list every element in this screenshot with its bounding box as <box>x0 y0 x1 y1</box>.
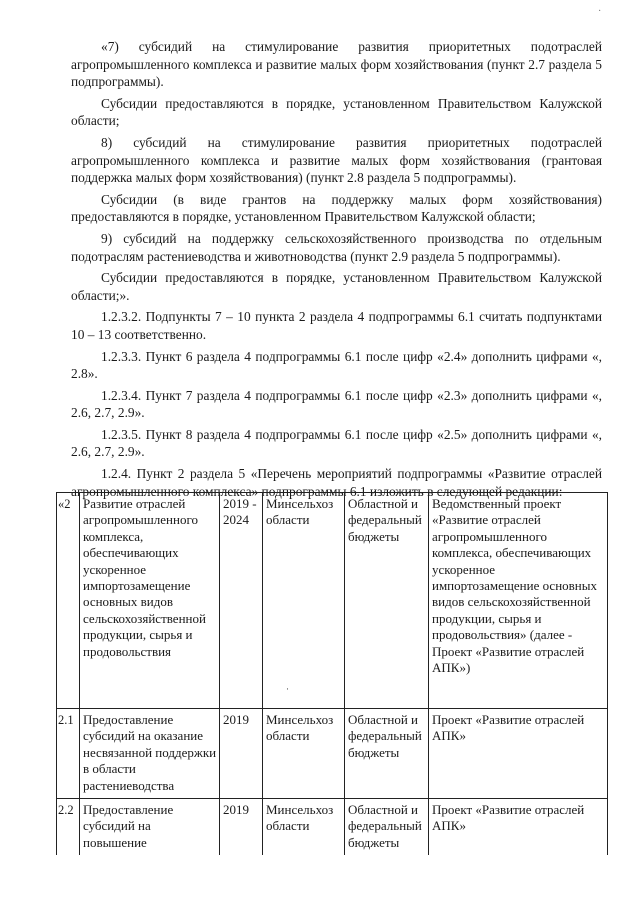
period: 2019 <box>220 709 263 799</box>
executor: Минсельхоз области <box>263 709 345 799</box>
row-number: 2.2 <box>57 799 80 856</box>
measure-name: Предоставление субсидий на оказание несвязанной поддержки в области растениеводства <box>80 709 220 799</box>
paragraph: Субсидии (в виде грантов на поддержку малых форм хозяйствования) предоставляются в порядке, установленном Правительством Калужской области; <box>71 191 602 225</box>
paragraph: 9) субсидий на поддержку сельскохозяйственного производства по отдельным подотраслям растениеводства и животноводства (пункт 2.9 раздела 5 подпрограммы). <box>71 230 602 264</box>
executor: Минсельхоз области <box>263 799 345 856</box>
document-body <box>71 38 602 504</box>
row-number: «2 <box>57 493 80 709</box>
table-row <box>57 709 608 799</box>
scan-mark: · <box>598 6 602 17</box>
row-number: 2.1 <box>57 709 80 799</box>
funding-source: Областной и федеральный бюджеты <box>345 493 429 709</box>
measure-name: Предоставление субсидий на повышение <box>80 799 220 856</box>
paragraph: «7) субсидий на стимулирование развития приоритетных подотраслей агропромышленного комплекса и развитие малых форм хозяйствования (пункт 2.7 раздела 5 подпрограммы). <box>71 39 602 90</box>
note: Проект «Развитие отраслей АПК» <box>429 709 608 799</box>
period: 2019 <box>220 799 263 856</box>
paragraph: Субсидии предоставляются в порядке, установленном Правительством Калужской области;». <box>71 270 602 303</box>
scan-speck: · <box>286 684 289 694</box>
funding-source: Областной и федеральный бюджеты <box>345 709 429 799</box>
paragraph: 1.2.4. Пункт 2 раздела 5 «Перечень мероприятий подпрограммы «Развитие отраслей агропромышленного комплекса» подпрограммы 6.1 изложить в следующей редакции: <box>71 466 602 499</box>
paragraph: 1.2.3.3. Пункт 6 раздела 4 подпрограммы 6.1 после цифр «2.4» дополнить цифрами «, 2.8». <box>71 348 602 382</box>
executor: Минсельхоз области <box>263 493 345 709</box>
paragraph: 8) субсидий на стимулирование развития приоритетных подотраслей агропромышленного комплекса и развитие малых форм хозяйствования (грантовая поддержка малых форм хозяйствования) (пункт 2.8 раздела 5 подпрограммы). <box>71 134 602 186</box>
paragraph: 1.2.3.4. Пункт 7 раздела 4 подпрограммы 6.1 после цифр «2.3» дополнить цифрами «, 2.6, 2.7, 2.9». <box>71 387 602 421</box>
funding-source: Областной и федеральный бюджеты <box>345 799 429 856</box>
paragraph: 1.2.3.2. Подпункты 7 – 10 пункта 2 раздела 4 подпрограммы 6.1 считать подпунктами 10 – 13 соответственно. <box>71 309 602 342</box>
measures-table <box>56 492 608 855</box>
measure-name: Развитие отраслей агропромышленного комплекса, обеспечивающих ускоренное импортозамещение основных видов сельскохозяйственной продукции, сырья и продовольствия <box>80 493 220 709</box>
paragraph: Субсидии предоставляются в порядке, установленном Правительством Калужской области; <box>71 95 602 129</box>
table-row <box>57 493 608 709</box>
note: Ведомственный проект «Развитие отраслей агропромышленного комплекса, обеспечивающих ускоренное импортозамещение основных видов сельскохозяйственной продукции, сырья и продовольствия» (далее - Проект «Развитие отраслей АПК») <box>429 493 608 709</box>
period: 2019 - 2024 <box>220 493 263 709</box>
note: Проект «Развитие отраслей АПК» <box>429 799 608 856</box>
table-row <box>57 799 608 856</box>
paragraph: 1.2.3.5. Пункт 8 раздела 4 подпрограммы 6.1 после цифр «2.5» дополнить цифрами «, 2.6, 2.7, 2.9». <box>71 426 602 460</box>
